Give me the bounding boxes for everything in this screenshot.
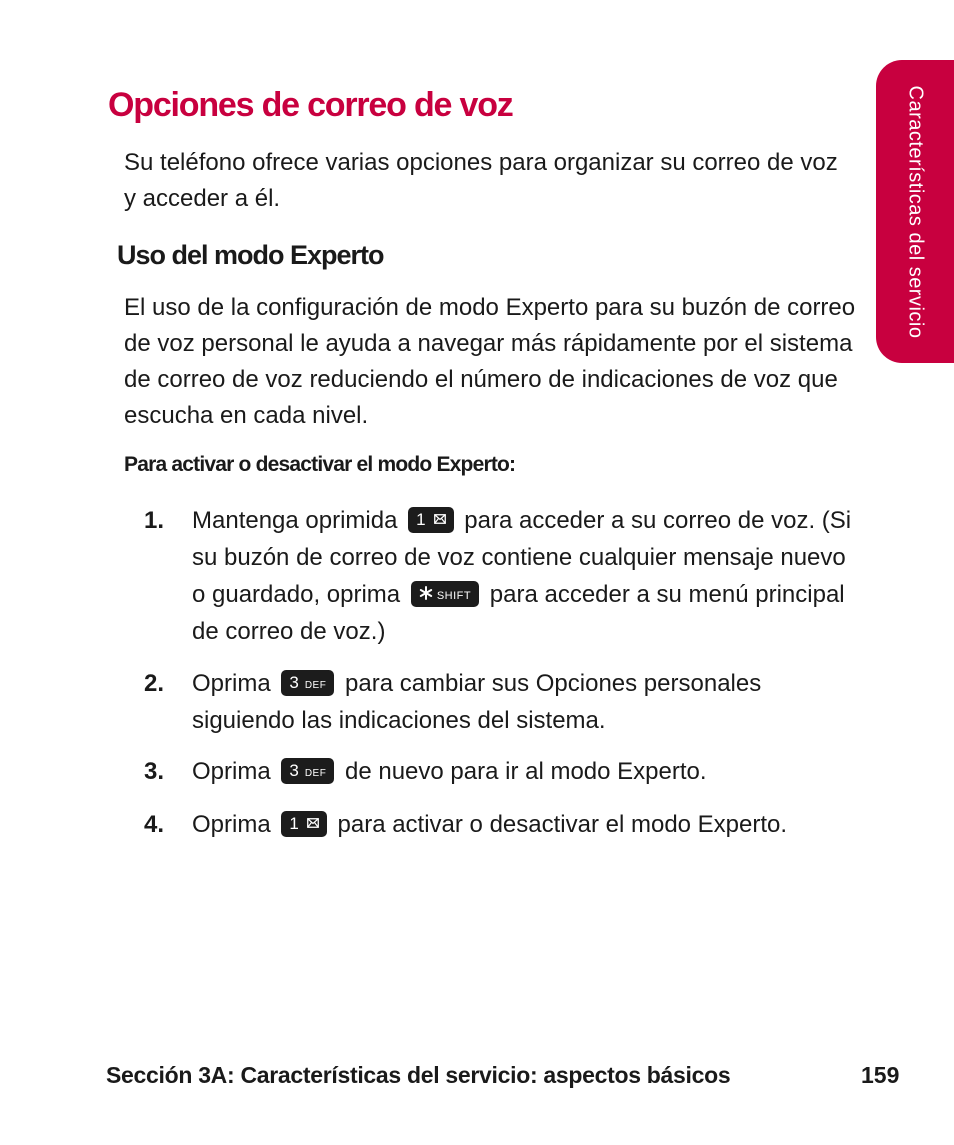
step-number: 2. bbox=[144, 670, 165, 697]
key-shift-button bbox=[411, 581, 479, 607]
step-number: 1. bbox=[144, 507, 165, 534]
key-sublabel: DEF bbox=[304, 767, 327, 779]
side-tab-label: Características del servicio bbox=[904, 85, 927, 338]
step-text-after: de nuevo para ir al modo Experto. bbox=[345, 758, 707, 785]
intro-paragraph: Su teléfono ofrece varias opciones para organizar su correo de voz y acceder a él. bbox=[124, 149, 838, 212]
key-label: 3 bbox=[289, 672, 299, 692]
footer-section-title: Sección 3A: Características del servicio: aspectos básicos bbox=[106, 1062, 731, 1088]
step-text bbox=[192, 502, 864, 650]
step-1 bbox=[144, 502, 864, 650]
key-label: SHIFT bbox=[436, 589, 472, 602]
step-number: 3. bbox=[144, 758, 165, 785]
procedure-label: Para activar o desactivar el modo Experto: bbox=[124, 453, 516, 476]
asterisk-icon bbox=[419, 586, 433, 600]
page-number: 159 bbox=[861, 1062, 900, 1088]
key-3-button bbox=[281, 758, 334, 784]
section-heading: Uso del modo Experto bbox=[117, 240, 384, 270]
step-text-before: Oprima bbox=[192, 670, 271, 697]
step-text bbox=[192, 753, 864, 790]
step-text-after: para cambiar sus Opciones personales siguiendo las indicaciones del sistema. bbox=[192, 670, 762, 734]
step-text-after: para activar o desactivar el modo Experto. bbox=[337, 811, 788, 838]
envelope-icon bbox=[434, 514, 446, 524]
step-text bbox=[192, 806, 864, 843]
key-sublabel: DEF bbox=[304, 679, 327, 691]
step-number: 4. bbox=[144, 811, 165, 838]
side-tab bbox=[876, 60, 954, 363]
key-label: 1 bbox=[289, 813, 299, 833]
key-label: 1 bbox=[416, 509, 426, 529]
step-text-before: Mantenga oprimida bbox=[192, 507, 398, 534]
step-text-before: Oprima bbox=[192, 758, 271, 785]
page-title: Opciones de correo de voz bbox=[108, 86, 513, 124]
step-text-middle: para acceder a su correo de voz. (Si su buzón de correo de voz contiene cualquier mensaje nuevo o guardado, oprima bbox=[192, 507, 852, 608]
step-text-after: para acceder a su menú principal de correo de voz.) bbox=[192, 581, 845, 645]
key-1-button bbox=[281, 811, 326, 837]
step-2 bbox=[144, 665, 864, 739]
section-body: El uso de la configuración de modo Experto para su buzón de correo de voz personal le ayuda a navegar más rápidamente por el sistema de correo de voz reduciendo el número de indicaciones de voz que escucha en cada nivel. bbox=[124, 294, 856, 429]
step-4 bbox=[144, 806, 864, 843]
step-text-before: Oprima bbox=[192, 811, 271, 838]
key-3-button bbox=[281, 670, 334, 696]
step-text bbox=[192, 665, 864, 739]
key-label: 3 bbox=[289, 760, 299, 780]
envelope-icon bbox=[307, 818, 319, 828]
key-1-button bbox=[408, 507, 453, 533]
step-3 bbox=[144, 753, 864, 790]
